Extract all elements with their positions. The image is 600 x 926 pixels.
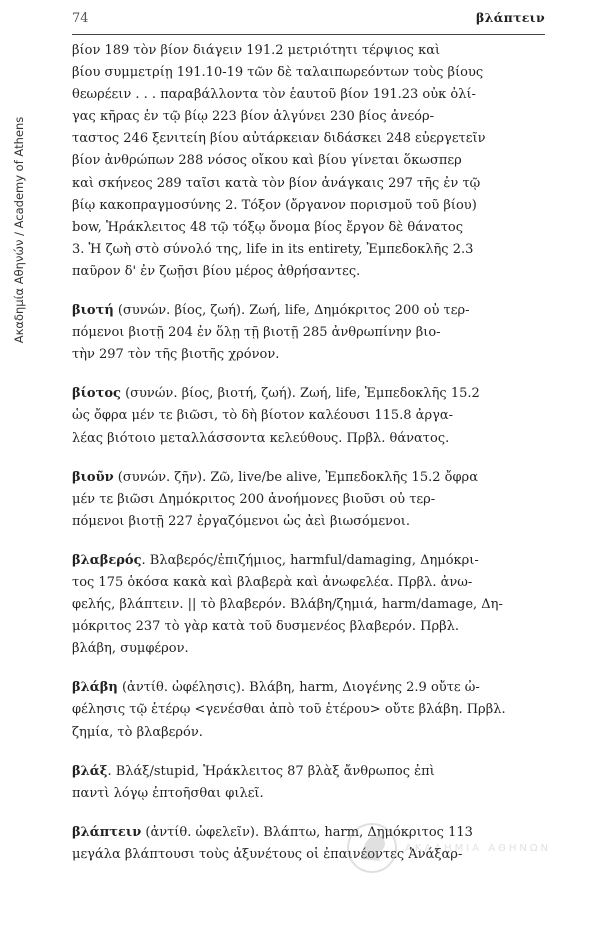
entry-line: καὶ σκήνεος 289 ταῖσι κατὰ τὸν βίον ἀνάγκαις 297 τῆς ἐν τῷ [72,175,481,191]
entry-line: τος 175 ὁκόσα κακὰ καὶ βλαβερὰ καὶ ἀνωφελέα. Πρβλ. ἀνω- [72,574,473,590]
entry-line: πόμενοι βιοτῇ 204 ἐν ὅλῃ τῇ βιοτῇ 285 ἀνθρωπίνην βιο- [72,325,441,341]
dictionary-entry [72,550,545,660]
entry-line: λέας βιότοιο μεταλλάσσοντα κελεύθους. Πρβλ. θάνατος. [72,430,450,446]
dictionary-entry [72,761,545,805]
entry-headword: βλάξ [72,763,108,779]
dictionary-entry [72,40,545,283]
entry-headword: βιοτή [72,303,114,319]
entry-line: φέλησις τῷ ἑτέρῳ <γενέσθαι ἀπὸ τοῦ ἑτέρου> οὔτε βλάβη. Πρβλ. [72,702,506,718]
entry-line: ζημία, τὸ βλαβερόν. [72,724,203,740]
entry-line: βίοτος (συνών. βίος, βιοτή, ζωή). Ζωή, life, Ἐμπεδοκλῆς 15.2 [72,386,480,402]
entry-line: βίον 189 τὸν βίον διάγειν 191.2 μετριότητι τέρψιος καὶ [72,43,441,58]
side-label-vertical [4,40,34,420]
entry-line: βιοτή (συνών. βίος, ζωή). Ζωή, life, Δημόκριτος 200 οὐ τερ- [72,303,470,319]
entry-line: θεωρέειν . . . παραβάλλοντα τὸν ἑαυτοῦ βίον 191.23 οὐκ ὀλί- [72,87,476,103]
dictionary-entry [72,383,545,449]
academy-watermark [345,820,575,876]
entry-headword: βλάπτειν [72,824,142,840]
entry-line: βίον ἀνθρώπων 288 νόσος οἴκου καὶ βίου γίνεται ὅκωσπερ [72,153,462,169]
entry-line: bow, Ἡράκλειτος 48 τῷ τόξῳ ὄνομα βίος ἔργον δὲ θάνατος [72,219,463,235]
entry-line: βλάβη (ἀντίθ. ὠφέλησις). Βλάβη, harm, Διογένης 2.9 οὔτε ὠ- [72,680,480,696]
entry-headword: βίοτος [72,386,121,402]
entry-line: βιοῦν (συνών. ζῆν). Ζῶ, live/be alive, Ἐμπεδοκλῆς 15.2 ὄφρα [72,469,478,485]
entry-line: βίῳ κακοπραγμοσύνης 2. Τόξον (ὄργανον πορισμοῦ τοῦ βίου) [72,197,477,213]
entry-line: τὴν 297 τὸν τῆς βιοτῆς χρόνον. [72,347,280,363]
dictionary-entry [72,467,545,533]
entry-headword: βλαβερός [72,552,142,568]
entry-line: βλάπτειν (ἀντίθ. ὠφελεῖν). Βλάπτω, harm, Δημόκριτος 113 [72,824,473,840]
header-rule [72,34,545,35]
entry-line: βλαβερός. Βλαβερός/ἐπιζήμιος, harmful/damaging, Δημόκρι- [72,552,479,568]
running-head: βλάπτειν [476,10,545,25]
entry-line: γας κῆρας ἐν τῷ βίῳ 223 βίον ἀλγύνει 230 βίος ἀνεόρ- [72,109,435,125]
entry-headword: βιοῦν [72,469,114,485]
athena-head-icon [345,821,399,875]
entry-line: βίου συμμετρίῃ 191.10-19 τῶν δὲ ταλαιπωρεόντων τοὺς βίους [72,65,484,81]
dictionary-body [72,40,545,883]
entry-line: παῦρον δ' ἐν ζωῇσι βίου μέρος ἀθρήσαντες. [72,263,361,279]
entry-line: μεγάλα βλάπτουσι τοὺς ἀξυνέτους οἱ ἐπαινέοντες Ἀνάξαρ- [72,846,463,862]
side-label-text: Ακαδημία Αθηνών / Academy of Athens [12,116,27,344]
entry-line: παντὶ λόγῳ ἐπτοῆσθαι φιλεῖ. [72,785,264,801]
entry-line: μέν τε βιῶσι Δημόκριτος 200 ἀνοήμονες βιοῦσι οὐ τερ- [72,491,436,507]
dictionary-entry [72,677,545,743]
entry-line: φελής, βλάπτειν. || τὸ βλαβερόν. Βλάβη/ζημιά, harm/damage, Δη- [72,597,503,613]
entry-line: βλάβη, συμφέρον. [72,641,189,657]
dictionary-entry [72,300,545,366]
entry-line: βλάξ. Βλάξ/stupid, Ἡράκλειτος 87 βλὰξ ἄνθρωπος ἐπὶ [72,763,435,779]
entry-line: 3. Ἡ ζωὴ στὸ σύνολό της, life in its entirety, Ἐμπεδοκλῆς 2.3 [72,241,474,257]
page-header [72,10,545,26]
entry-headword: βλάβη [72,680,118,696]
watermark-text: ΑΚΑΔΗΜΙΑ ΑΘΗΝΩΝ [405,842,552,854]
entry-line: πόμενοι βιοτῇ 227 ἐργαζόμενοι ὡς ἀεὶ βιωσόμενοι. [72,513,411,529]
entry-line: ταστος 246 ξενιτείη βίου αὐτάρκειαν διδάσκει 248 εὐεργετεῖν [72,131,486,147]
entry-line: ὡς ὄφρα μέν τε βιῶσι, τὸ δὴ βίοτον καλέουσι 115.8 ἀργα- [72,408,454,424]
page-number: 74 [72,11,89,26]
entry-line: μόκριτος 237 τὸ γὰρ κατὰ τοῦ δυσμενέος βλαβερόν. Πρβλ. [72,619,460,635]
